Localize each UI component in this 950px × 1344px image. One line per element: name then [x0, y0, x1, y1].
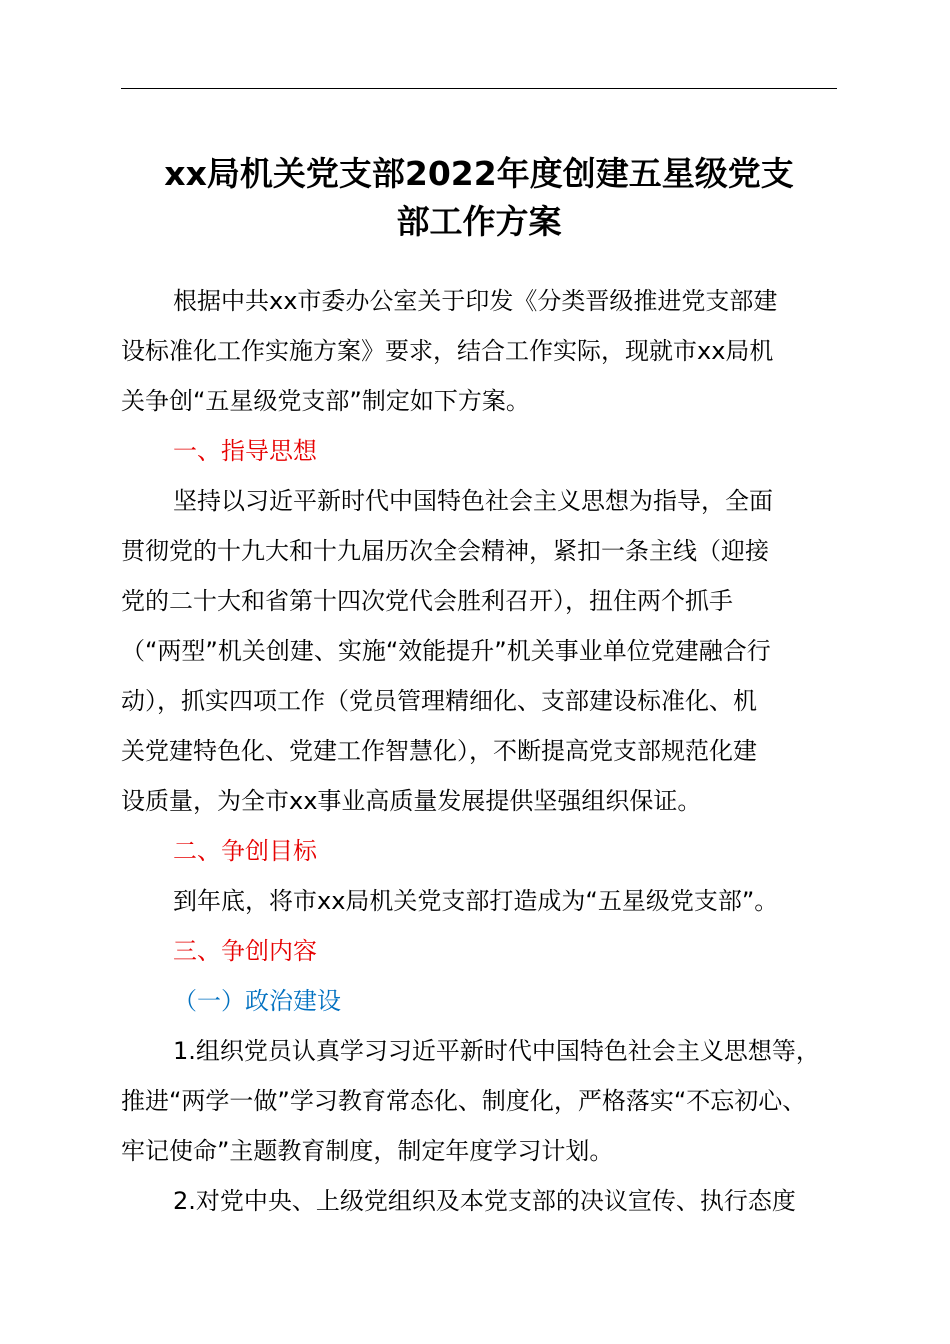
document-body: [121, 276, 837, 1226]
text-line: 坚持以习近平新时代中国特色社会主义思想为指导，全面: [173, 487, 773, 515]
text-line: 设标准化工作实施方案》要求，结合工作实际，现就市xx局机: [121, 337, 774, 365]
text-line: 1.组织党员认真学习习近平新时代中国特色社会主义思想等，: [173, 1037, 820, 1065]
guiding-ideology-paragraph: [121, 476, 837, 826]
text-line: 2.对党中央、上级党组织及本党支部的决议宣传、执行态度: [173, 1187, 796, 1215]
item-1-paragraph: [121, 1026, 837, 1176]
section-heading-guiding-ideology: 一、指导思想: [173, 437, 317, 465]
header-rule: [121, 88, 837, 89]
text-line: 推进“两学一做”学习教育常态化、制度化，严格落实“不忘初心、: [121, 1087, 807, 1115]
title-line: xx局机关党支部2022年度创建五星级党支: [164, 154, 794, 193]
section-heading-goal: 二、争创目标: [173, 837, 317, 865]
text-line: 设质量，为全市xx事业高质量发展提供坚强组织保证。: [121, 787, 702, 815]
text-line: 动），抓实四项工作（党员管理精细化、支部建设标准化、机: [121, 687, 757, 715]
text-line: （“两型”机关创建、实施“效能提升”机关事业单位党建融合行: [121, 637, 771, 665]
item-2-paragraph: [121, 1176, 837, 1226]
text-line: 党的二十大和省第十四次党代会胜利召开），扭住两个抓手: [121, 587, 733, 615]
text-line: 贯彻党的十九大和十九届历次全会精神，紧扣一条主线（迎接: [121, 537, 769, 565]
title-line: 部工作方案: [396, 202, 562, 241]
goal-paragraph: [121, 876, 837, 926]
text-line: 关争创“五星级党支部”制定如下方案。: [121, 387, 530, 415]
section-heading-content: 三、争创内容: [173, 937, 317, 965]
text-line: 关党建特色化、党建工作智慧化），不断提高党支部规范化建: [121, 737, 757, 765]
intro-paragraph: [121, 276, 837, 426]
text-line: 牢记使命”主题教育制度，制定年度学习计划。: [121, 1137, 614, 1165]
document-title: [121, 150, 837, 246]
text-line: 到年底，将市xx局机关党支部打造成为“五星级党支部”。: [173, 887, 779, 915]
subsection-heading-political: （一）政治建设: [173, 987, 341, 1015]
text-line: 根据中共xx市委办公室关于印发《分类晋级推进党支部建: [173, 287, 778, 315]
